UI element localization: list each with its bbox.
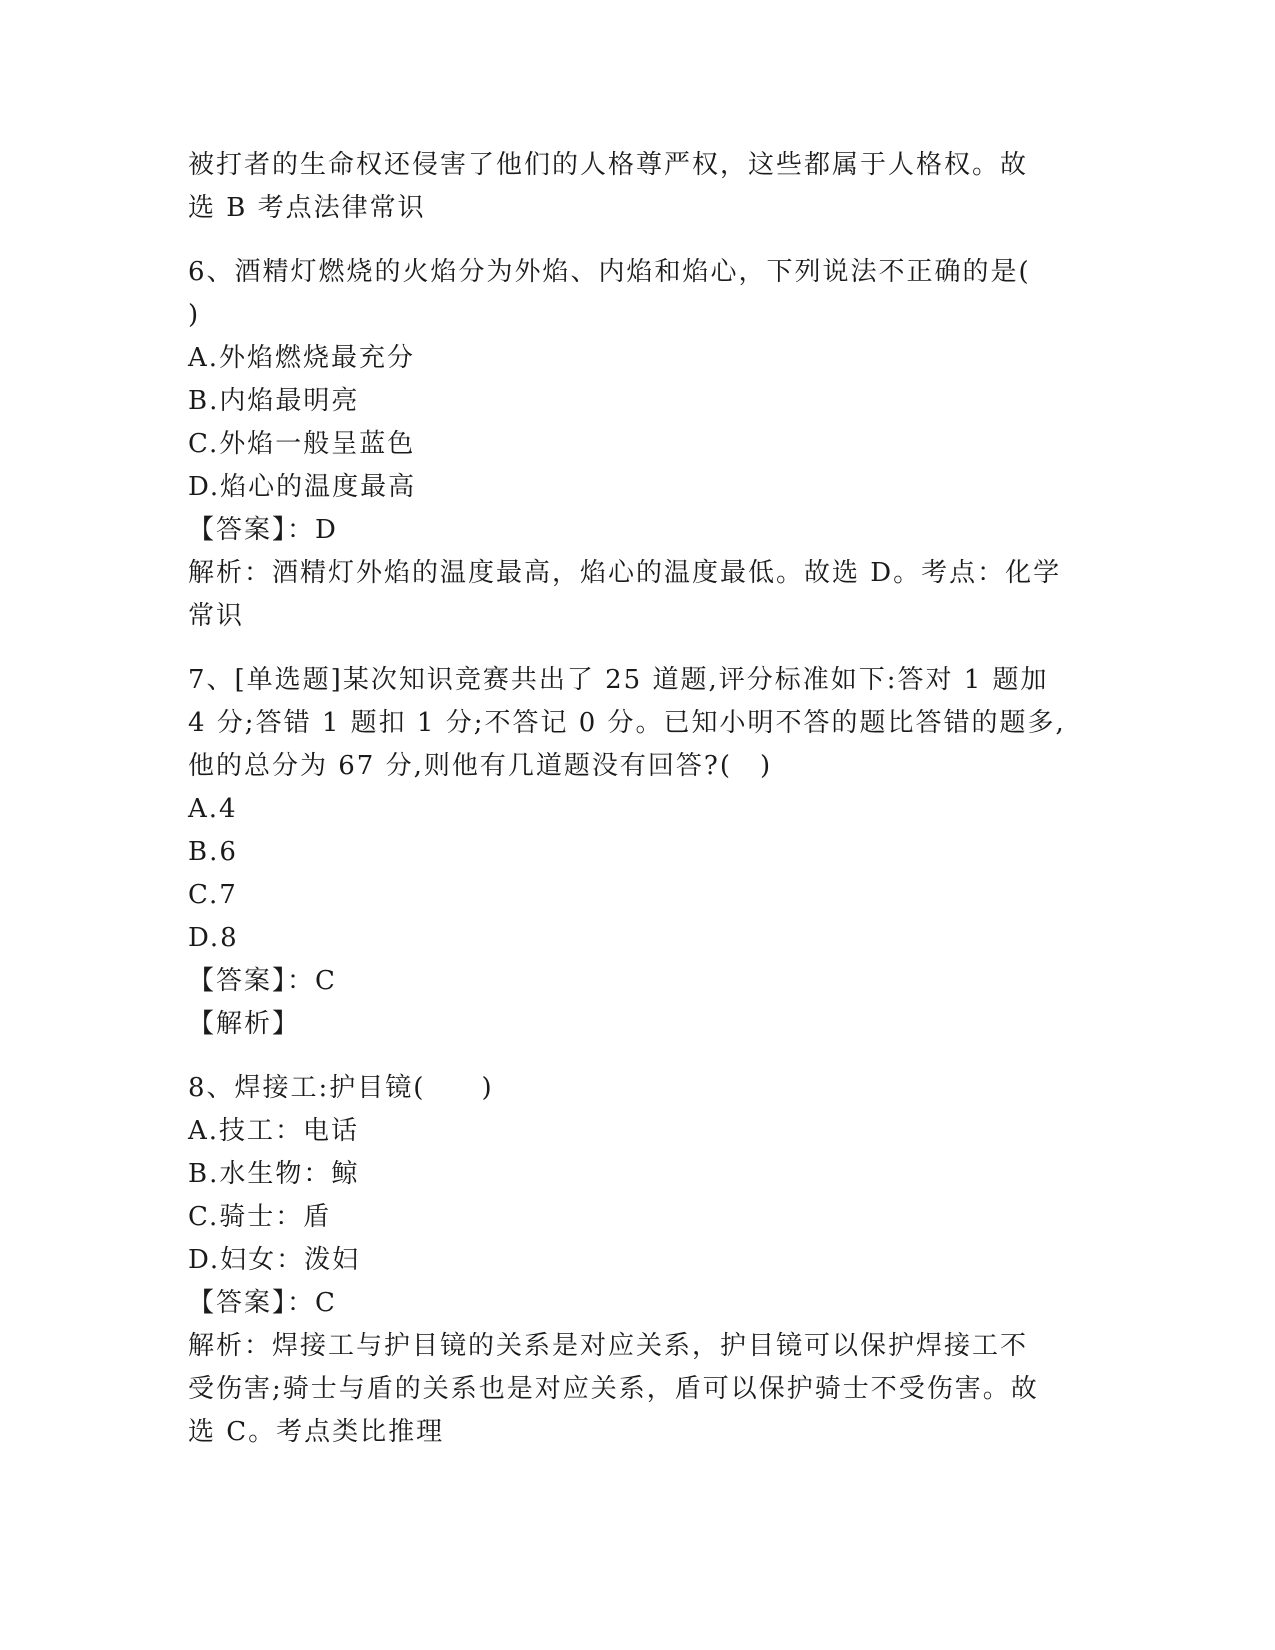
explanation-line: 选 C。考点类比推理	[188, 1417, 445, 1447]
option-c: C.7	[188, 880, 238, 910]
explanation-line: 选 B 考点法律常识	[188, 193, 426, 223]
option-d: D.8	[188, 923, 239, 953]
option-b: B.6	[188, 837, 238, 867]
option-d: D.妇女：泼妇	[188, 1245, 361, 1275]
option-d: D.焰心的温度最高	[188, 472, 417, 502]
question-7	[188, 659, 1088, 1046]
document-page	[188, 144, 1088, 1454]
option-c: C.外焰一般呈蓝色	[188, 429, 416, 459]
question-stem: 他的总分为 67 分,则他有几道题没有回答?( )	[188, 751, 773, 781]
option-b: B.内焰最明亮	[188, 386, 360, 416]
question-stem: 7、[单选题]某次知识竞赛共出了 25 道题,评分标准如下:答对 1 题加	[188, 665, 1049, 695]
explanation-line: 解析：酒精灯外焰的温度最高，焰心的温度最低。故选 D。考点：化学	[188, 558, 1062, 588]
question-stem: 4 分;答错 1 题扣 1 分;不答记 0 分。已知小明不答的题比答错的题多,	[188, 708, 1066, 738]
option-a: A.4	[188, 794, 238, 824]
answer: 【答案】：D	[188, 515, 338, 545]
explanation-line: 被打者的生命权还侵害了他们的人格尊严权，这些都属于人格权。故	[188, 150, 1029, 180]
question-6	[188, 251, 1088, 638]
question-8	[188, 1067, 1088, 1454]
explanation-label: 【解析】	[188, 1009, 301, 1039]
question-stem: 8、焊接工:护目镜( )	[188, 1073, 494, 1103]
option-a: A.技工：电话	[188, 1116, 360, 1146]
answer: 【答案】：C	[188, 966, 337, 996]
question-stem: )	[188, 300, 201, 330]
option-c: C.骑士：盾	[188, 1202, 332, 1232]
previous-explanation	[188, 144, 1088, 230]
option-a: A.外焰燃烧最充分	[188, 343, 416, 373]
explanation-line: 常识	[188, 601, 245, 631]
explanation-line: 解析：焊接工与护目镜的关系是对应关系，护目镜可以保护焊接工不	[188, 1331, 1029, 1361]
option-b: B.水生物：鲸	[188, 1159, 360, 1189]
explanation-line: 受伤害;骑士与盾的关系也是对应关系，盾可以保护骑士不受伤害。故	[188, 1374, 1039, 1404]
answer: 【答案】：C	[188, 1288, 337, 1318]
question-stem: 6、酒精灯燃烧的火焰分为外焰、内焰和焰心，下列说法不正确的是(	[188, 257, 1031, 287]
